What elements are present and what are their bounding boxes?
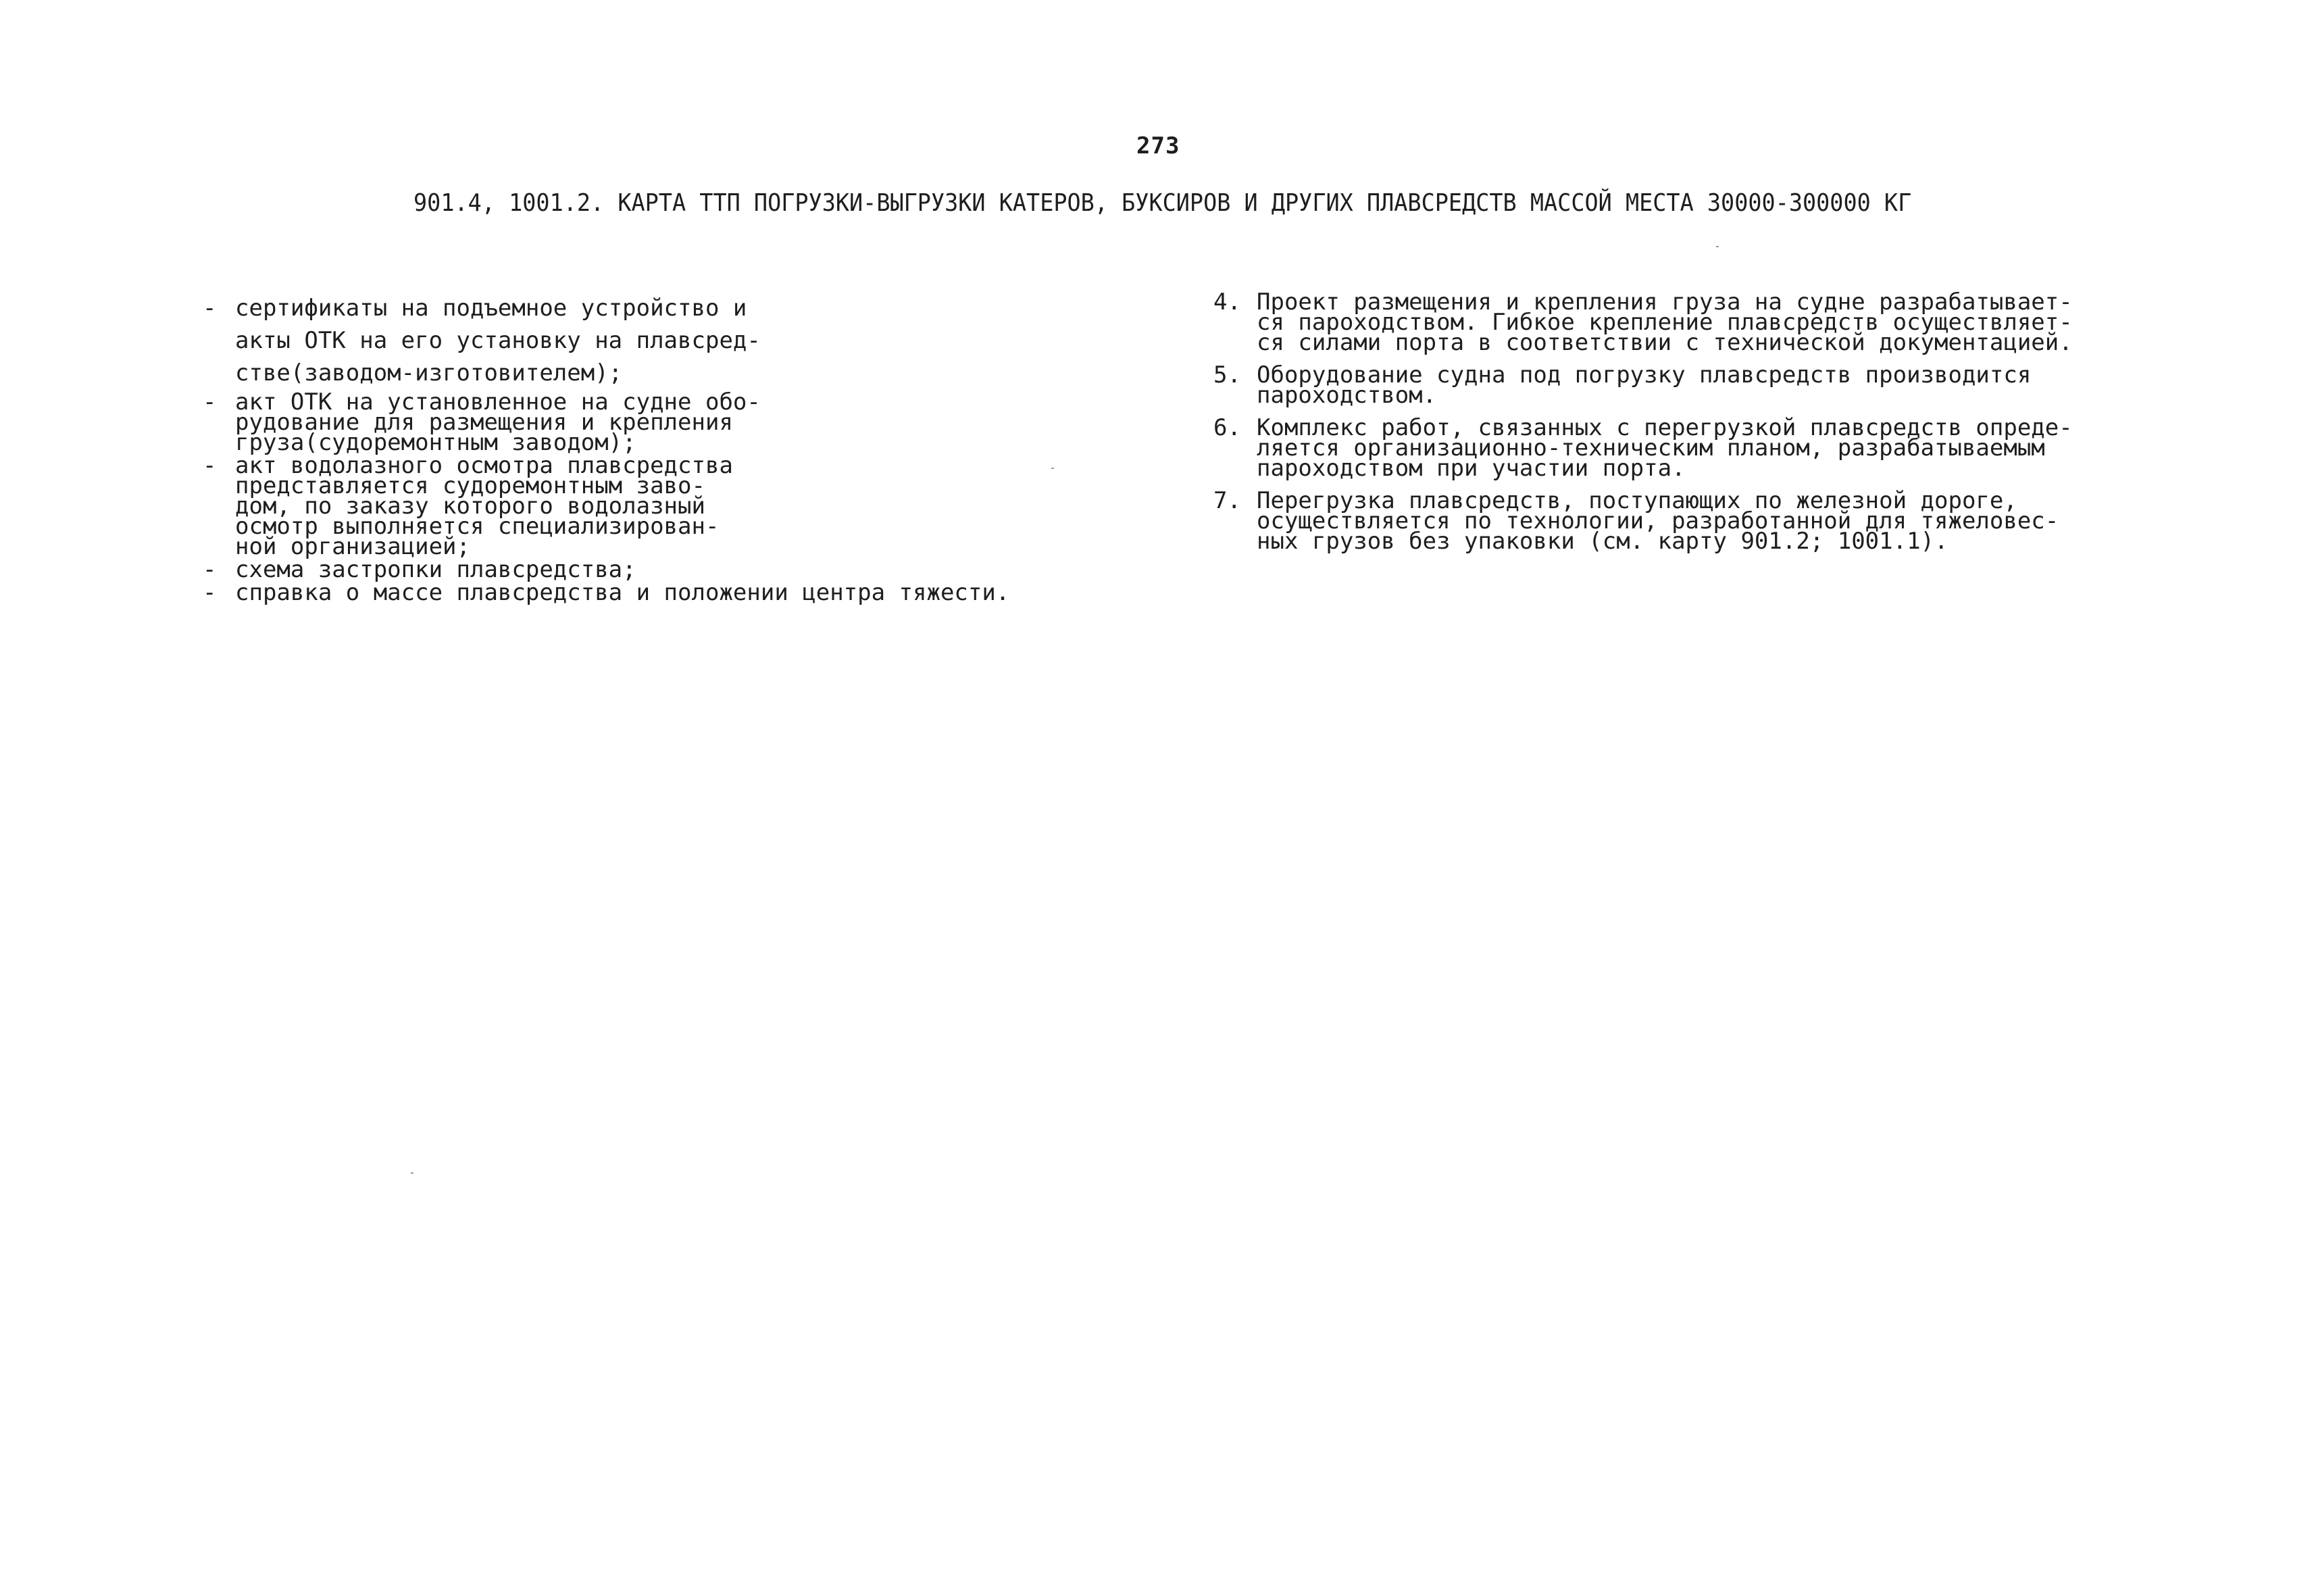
list-item (203, 556, 1013, 583)
numbered-list (1213, 289, 2092, 564)
page-number: 273 (1136, 132, 1180, 159)
numbered-item (1213, 289, 2092, 356)
scan-speck (1051, 468, 1054, 469)
document-title: 901.4, 1001.2. КАРТА ТТП ПОГРУЗКИ-ВЫГРУЗКИ КАТЕРОВ, БУКСИРОВ И ДРУГИХ ПЛАВСРЕДСТВ МАССОЙ МЕСТА 30000-300000 КГ (413, 189, 1912, 217)
item-number: 6. (1213, 414, 1241, 441)
list-dash: - (203, 579, 217, 606)
item-text: Комплекс работ, связанных с перегрузкой плавсредств опреде- ляется организационно-техническим планом, разрабатываемым пароходством при участии порта. (1257, 414, 2073, 482)
item-number: 7. (1213, 487, 1241, 514)
list-item (203, 292, 1013, 389)
list-item (203, 389, 1013, 456)
list-item (203, 579, 1013, 606)
list-item-text: сертификаты на подъемное устройство и акты ОТК на его установку на плавсред- стве(заводом-изготовителем); (235, 295, 761, 386)
list-item-text: акт ОТК на установленное на судне обо- рудование для размещения и крепления груза(судоремонтным заводом); (235, 389, 761, 456)
list-item-text: акт водолазного осмотра плавсредства представляется судоремонтным заво- дом, по заказу которого водолазный осмотр выполняется специализирован- ной организацией; (235, 452, 733, 560)
item-text: Проект размещения и крепления груза на судне разрабатывает- ся пароходством. Гибкое крепление плавсредств осуществляет- ся силами порта в соответствии с технической документацией. (1257, 289, 2073, 356)
item-text: Оборудование судна под погрузку плавсредств производится пароходством. (1257, 361, 2032, 409)
numbered-item (1213, 414, 2092, 482)
list-dash: - (203, 389, 217, 416)
numbered-item (1213, 361, 2092, 409)
list-item-text: схема застропки плавсредства; (235, 556, 636, 583)
numbered-item (1213, 487, 2092, 555)
requirements-list (203, 292, 1013, 605)
item-number: 5. (1213, 361, 1241, 389)
list-item-text: справка о массе плавсредства и положении центра тяжести. (235, 579, 1010, 606)
scan-speck (1716, 246, 1719, 247)
item-text: Перегрузка плавсредств, поступающих по железной дороге, осуществляется по технологии, разработанной для тяжеловес- ных грузов без упаковки (см. карту 901.2; 1001.1). (1257, 487, 2059, 555)
scan-speck (411, 1172, 413, 1174)
list-item (203, 452, 1013, 560)
list-dash: - (203, 295, 217, 322)
list-dash: - (203, 556, 217, 583)
list-dash: - (203, 452, 217, 479)
item-number: 4. (1213, 289, 1241, 316)
